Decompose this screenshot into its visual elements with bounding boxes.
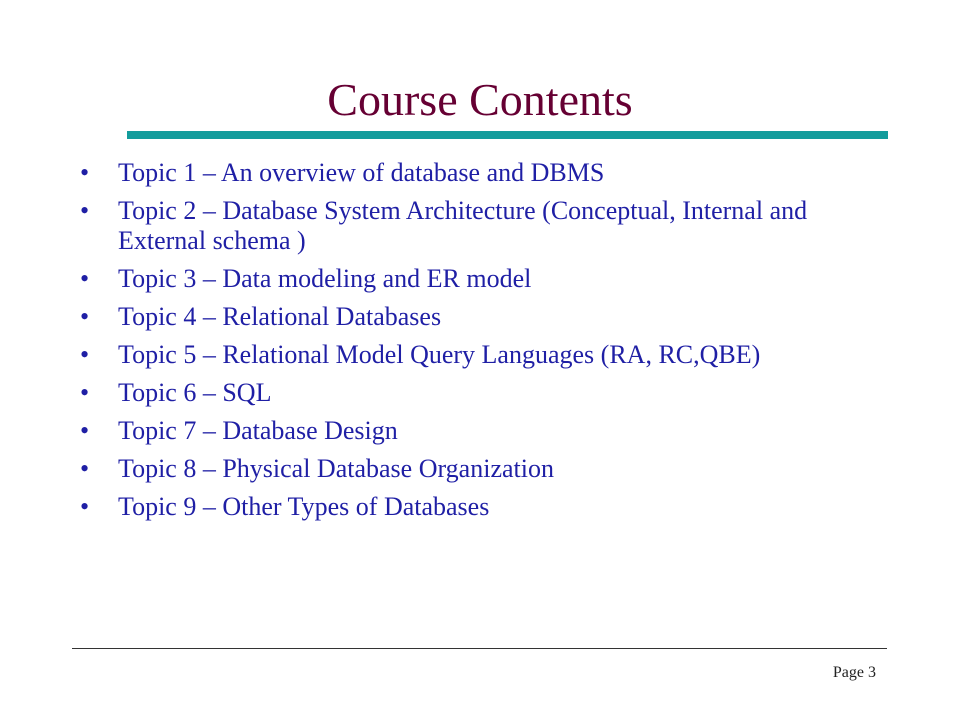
- topic-item-3: [78, 264, 838, 294]
- title-underline-rule: [127, 131, 888, 139]
- bullet-icon: •: [80, 158, 90, 187]
- topic-item-9: [78, 492, 838, 522]
- topic-item-4: [78, 302, 838, 332]
- page-number: Page 3: [832, 664, 876, 681]
- bullet-icon: •: [80, 264, 90, 293]
- bullet-icon: •: [80, 196, 90, 225]
- topic-item-8: [78, 454, 838, 484]
- topic-text: Topic 9 – Other Types of Databases: [118, 492, 490, 521]
- topic-item-6: [78, 378, 838, 408]
- bullet-icon: •: [80, 416, 90, 445]
- topic-item-5: [78, 340, 838, 370]
- bullet-icon: •: [80, 378, 90, 407]
- topic-list: [78, 158, 838, 530]
- topic-text: Topic 3 – Data modeling and ER model: [118, 264, 532, 293]
- topic-text: Topic 6 – SQL: [118, 378, 272, 407]
- slide-title: Course Contents: [327, 74, 633, 125]
- topic-text: Topic 4 – Relational Databases: [118, 302, 442, 331]
- topic-text: Topic 7 – Database Design: [118, 416, 398, 445]
- topic-text: Topic 2 – Database System Architecture (Conceptual, Internal and External schema ): [118, 196, 808, 255]
- bullet-icon: •: [80, 454, 90, 483]
- footer-divider: [72, 648, 887, 649]
- topic-text: Topic 5 – Relational Model Query Languages (RA, RC,QBE): [118, 340, 761, 369]
- bullet-icon: •: [80, 302, 90, 331]
- bullet-icon: •: [80, 492, 90, 521]
- topic-text: Topic 8 – Physical Database Organization: [118, 454, 554, 483]
- topic-text: Topic 1 – An overview of database and DBMS: [118, 158, 605, 187]
- topic-item-7: [78, 416, 838, 446]
- topic-item-2: [78, 196, 838, 256]
- topic-item-1: [78, 158, 838, 188]
- bullet-icon: •: [80, 340, 90, 369]
